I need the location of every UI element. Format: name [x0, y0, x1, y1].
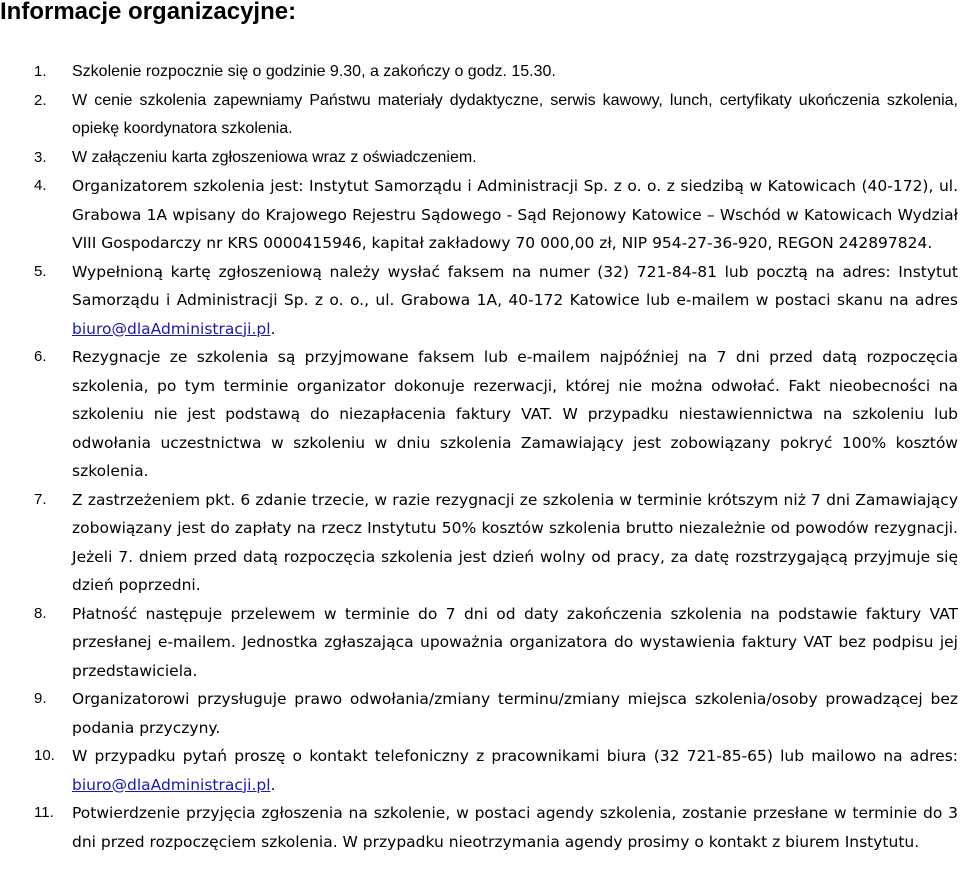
list-item — [0, 172, 960, 258]
list-item-text — [72, 685, 958, 742]
list-item-number: 10. — [34, 747, 55, 764]
text-segment: Wypełnioną kartę zgłoszeniową należy wysłać faksem na numer (32) 721-84-81 lub pocztą na adres: Instytut Samorządu i Administracji Sp. z o. o., ul. Grabowa 1A, 40-172 Katowice lub e-mailem w postaci skanu na adres — [72, 262, 958, 309]
list-item-text — [72, 258, 958, 344]
text-segment: Z zastrzeżeniem pkt. 6 zdanie trzecie, w razie rezygnacji ze szkolenia w terminie krótszym niż 7 dni Zamawiający zobowiązany jest do zapłaty na rzecz Instytutu 50% kosztów szkolenia brutto niezależnie od powodów rezygnacji. Jeżeli 7. dniem przed datą rozpoczęcia szkolenia jest dzień wolny od pracy, za datę rozstrzygającą przyjmuje się dzień poprzedni. — [72, 490, 958, 594]
list-item-text — [72, 58, 958, 87]
text-segment: Płatność następuje przelewem w terminie do 7 dni od daty zakończenia szkolenia na podstawie faktury VAT przesłanej e-mailem. Jednostka zgłaszająca upoważnia organizatora do wystawienia faktury VAT bez podpisu jej przedstawiciela. — [72, 604, 958, 680]
list-item — [0, 486, 960, 600]
list-item — [0, 144, 960, 173]
list-item-number: 6. — [34, 348, 47, 365]
list-item-number: 8. — [34, 604, 47, 622]
list-item-number: 1. — [34, 63, 47, 80]
list-item-text — [72, 742, 958, 799]
organizational-info-list — [0, 58, 960, 856]
text-segment: . — [270, 775, 276, 794]
text-segment: Potwierdzenie przyjęcia zgłoszenia na szkolenie, w postaci agendy szkolenia, zostanie przesłane w terminie do 3 dni przed rozpoczęciem szkolenia. W przypadku nieotrzymania agendy prosimy o kontakt z biurem Instytutu. — [72, 804, 958, 851]
list-item-number: 5. — [34, 262, 47, 280]
text-segment: W przypadku pytań proszę o kontakt telefoniczny z pracownikami biura (32 721-85-65) lub mailowo na adres: — [72, 747, 958, 765]
list-item — [0, 258, 960, 344]
list-item-text — [72, 144, 958, 173]
list-item — [0, 742, 960, 799]
list-item-number: 3. — [34, 148, 47, 166]
text-segment: . — [270, 319, 276, 338]
text-segment: W załączeniu karta zgłoszeniowa wraz z oświadczeniem. — [72, 148, 477, 166]
text-segment: Szkolenie rozpocznie się o godzinie 9.30, a zakończy o godz. 15.30. — [72, 63, 556, 80]
list-item-number: 7. — [34, 490, 47, 508]
list-item — [0, 685, 960, 742]
email-link[interactable]: biuro@dlaAdministracji.pl — [72, 319, 271, 338]
list-item — [0, 799, 960, 856]
list-item-number: 2. — [34, 91, 47, 109]
list-item-text — [72, 172, 958, 258]
text-segment: Organizatorowi przysługuje prawo odwołania/zmiany terminu/zmiany miejsca szkolenia/osoby prowadzącej bez podania przyczyny. — [72, 690, 958, 737]
list-item-number: 4. — [34, 177, 47, 194]
text-segment: W cenie szkolenia zapewniamy Państwu materiały dydaktyczne, serwis kawowy, lunch, certyfikaty ukończenia szkolenia, opiekę koordynatora szkolenia. — [72, 91, 958, 137]
list-item-text — [72, 87, 958, 144]
page-title: Informacje organizacyjne: — [0, 0, 297, 25]
list-item — [0, 58, 960, 87]
list-item — [0, 343, 960, 486]
text-segment: Rezygnacje ze szkolenia są przyjmowane faksem lub e-mailem najpóźniej na 7 dni przed datą rozpoczęcia szkolenia, po tym terminie organizator dokonuje rezerwacji, której nie można odwołać. Fakt nieobecności na szkoleniu nie jest podstawą do niezapłacenia faktury VAT. W przypadku niestawiennictwa na szkoleniu lub odwołania uczestnictwa w szkoleniu w dniu szkolenia Zamawiający jest zobowiązany pokryć 100% kosztów szkolenia. — [72, 348, 958, 480]
list-item-text — [72, 343, 958, 486]
email-link[interactable]: biuro@dlaAdministracji.pl — [72, 775, 271, 794]
list-item-number: 9. — [34, 690, 47, 707]
list-item — [0, 87, 960, 144]
list-item-text — [72, 486, 958, 600]
list-item-text — [72, 799, 958, 856]
list-item-number: 11. — [34, 804, 54, 821]
text-segment: Organizatorem szkolenia jest: Instytut Samorządu i Administracji Sp. z o. o. z siedzibą w Katowicach (40-172), ul. Grabowa 1A wpisany do Krajowego Rejestru Sądowego - Sąd Rejonowy Katowice – Wschód w Katowicach Wydział VIII Gospodarczy nr KRS 0000415946, kapitał zakładowy 70 000,00 zł, NIP 954-27-36-920, REGON 242897824. — [72, 177, 958, 252]
list-item-text — [72, 600, 958, 686]
list-item — [0, 600, 960, 686]
